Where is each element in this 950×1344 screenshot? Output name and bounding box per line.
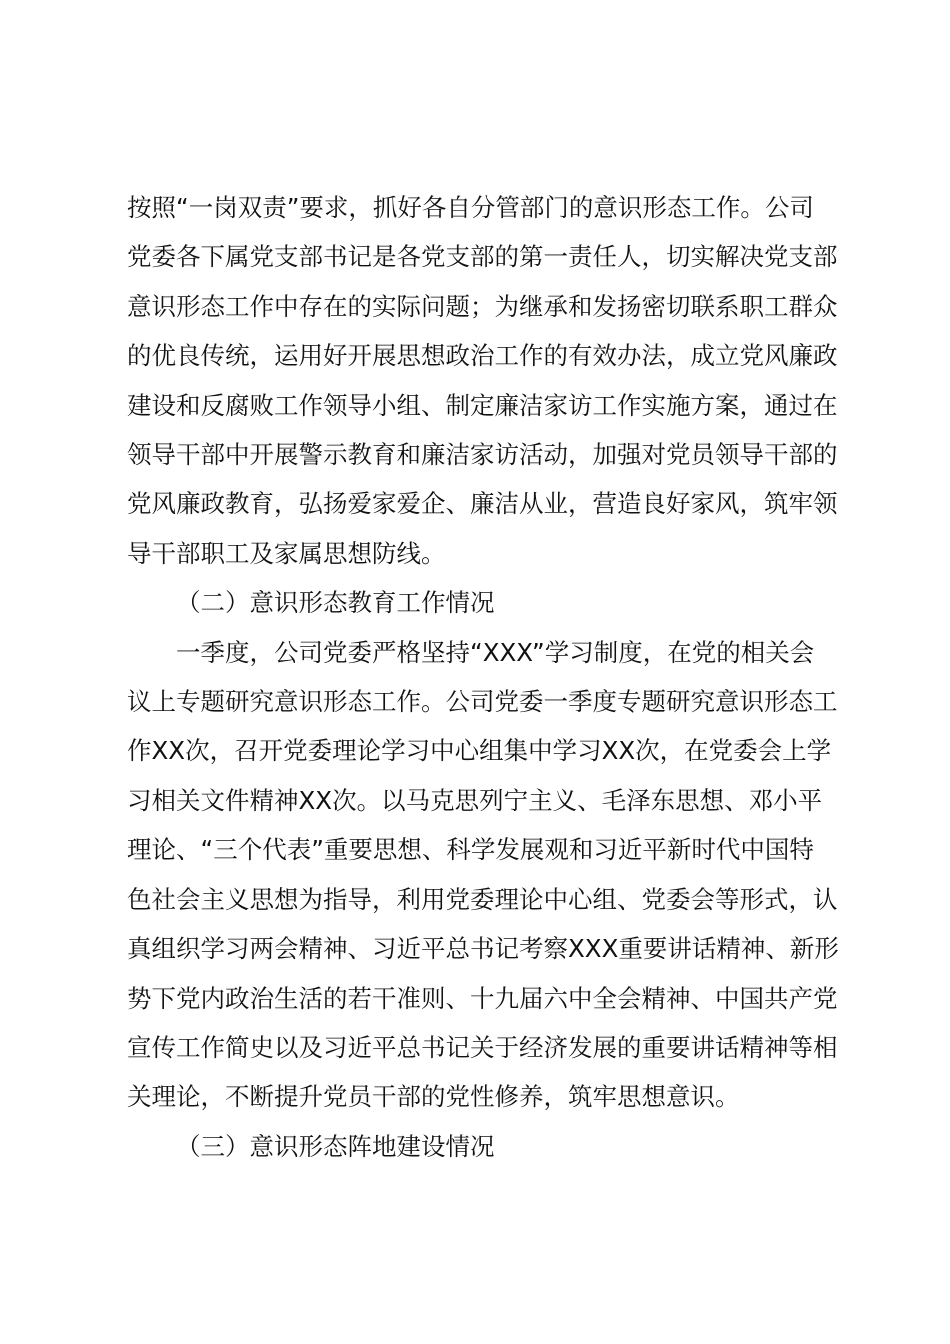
text-line: 意识形态工作中存在的实际问题；为继承和发扬密切联系职工群众 [127,291,838,321]
text-line: 一季度，公司党委严格坚持“XXX”学习制度，在党的相关会 [176,637,815,667]
paragraph-education [127,628,839,1122]
text-line: 领导干部中开展警示教育和廉洁家访活动，加强对党员领导干部的 [127,440,838,470]
paragraph-responsibility [127,183,838,578]
text-line: 导干部职工及家属思想防线。 [127,538,446,568]
text-line: 的优良传统，运用好开展思想政治工作的有效办法，成立党风廉政 [127,341,838,371]
text-line: 作XX次，召开党委理论学习中心组集中学习XX次，在党委会上学 [127,736,832,766]
text-line: 按照“一岗双责”要求，抓好各自分管部门的意识形态工作。公司 [127,193,814,222]
section-heading-position-building: （三）意识形态阵地建设情况 [176,1131,495,1161]
section-heading-education: （二）意识形态教育工作情况 [176,588,495,618]
text-line: 真组织学习两会精神、习近平总书记考察XXX重要讲话精神、新形 [127,934,839,964]
text-line: 建设和反腐败工作领导小组、制定廉洁家访工作实施方案，通过在 [127,390,838,420]
text-line: 理论、“三个代表”重要思想、科学发展观和习近平新时代中国特 [127,835,814,865]
text-line: 宣传工作简史以及习近平总书记关于经济发展的重要讲话精神等相 [127,1032,838,1062]
text-line: 关理论，不断提升党员干部的党性修养，筑牢思想意识。 [127,1082,740,1112]
text-line: 色社会主义思想为指导，利用党委理论中心组、党委会等形式，认 [127,884,838,914]
document-body [127,183,839,1171]
text-line: 党委各下属党支部书记是各党支部的第一责任人，切实解决党支部 [127,242,838,272]
text-line: 势下党内政治生活的若干准则、十九届六中全会精神、中国共产党 [127,983,838,1013]
text-line: 习相关文件精神XX次。以马克思列宁主义、毛泽东思想、邓小平 [127,785,823,815]
text-line: 议上专题研究意识形态工作。公司党委一季度专题研究意识形态工 [127,687,838,717]
text-line: 党风廉政教育，弘扬爱家爱企、廉洁从业，营造良好家风，筑牢领 [127,489,838,519]
